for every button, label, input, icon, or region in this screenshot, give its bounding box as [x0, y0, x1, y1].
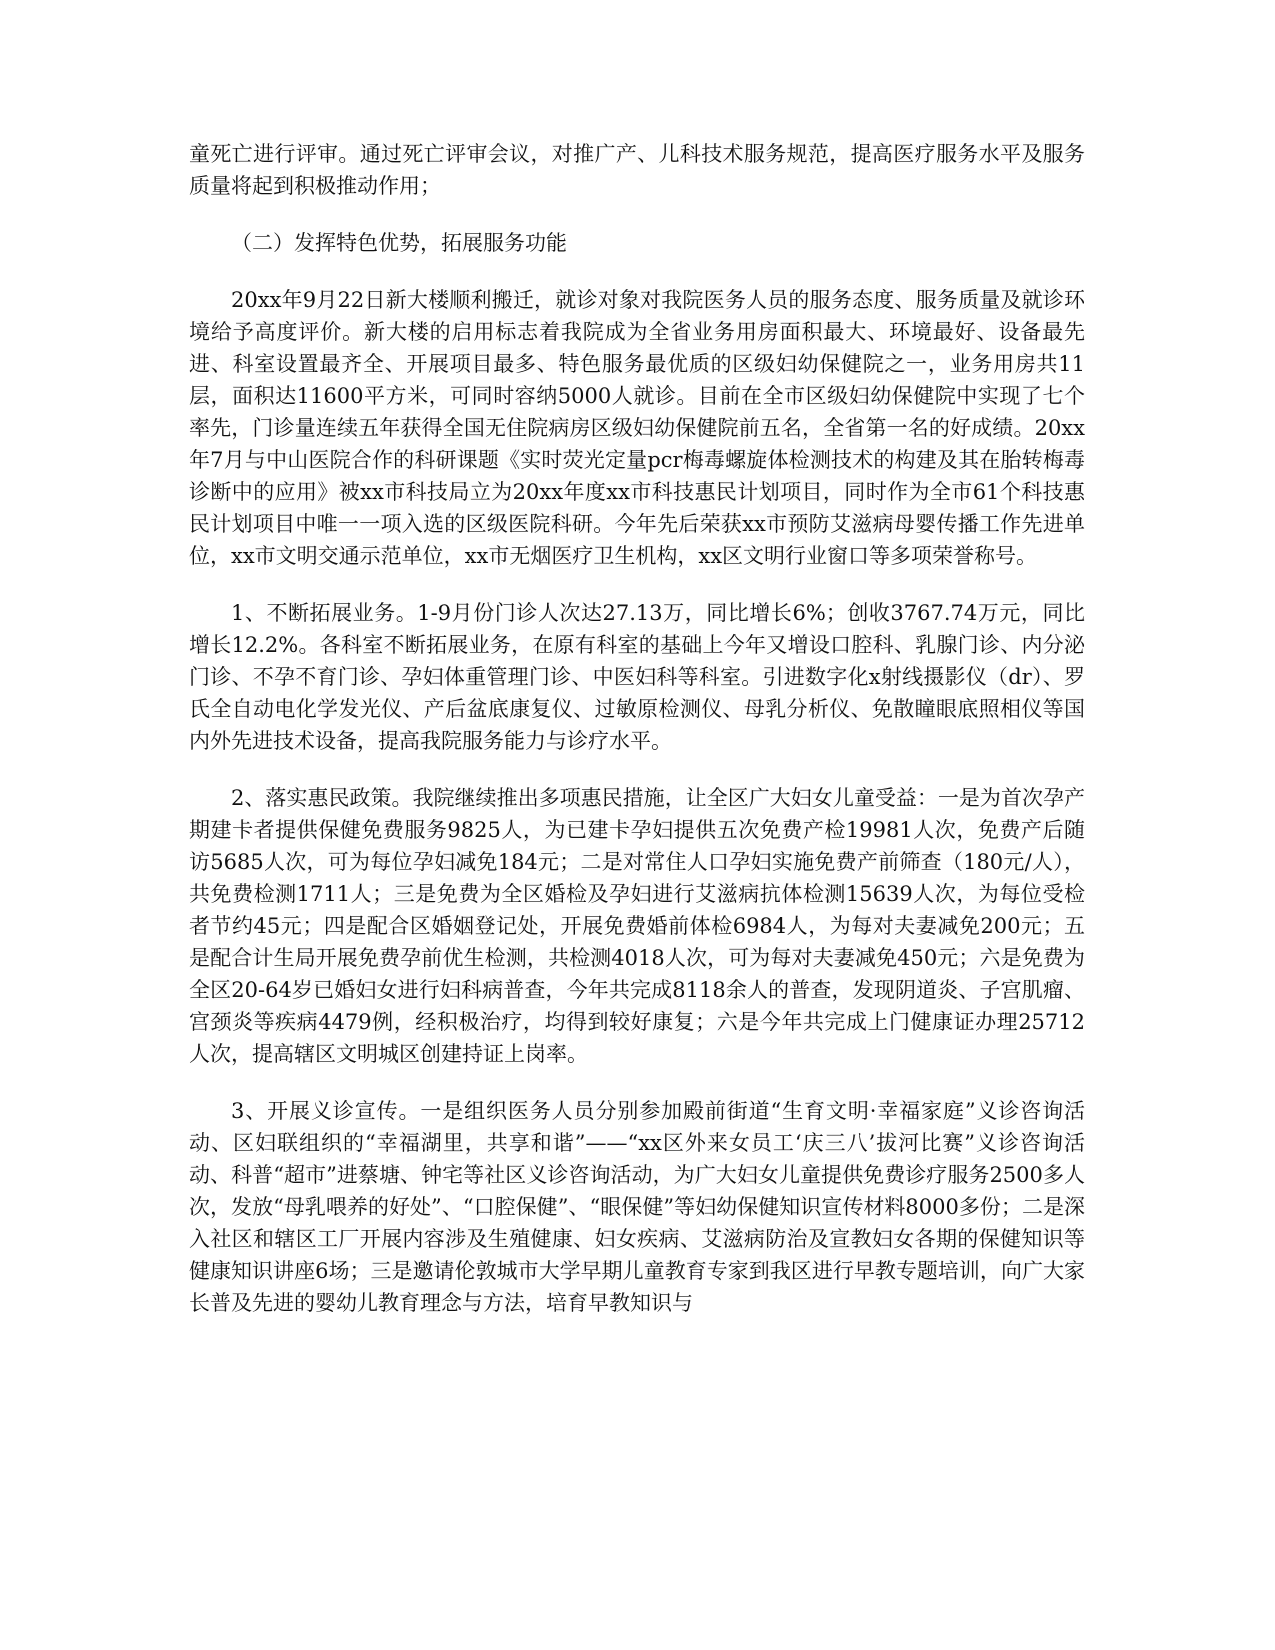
paragraph-expand-business: 1、不断拓展业务。1-9月份门诊人次达27.13万，同比增长6%；创收3767.74万元，同比增长12.2%。各科室不断拓展业务，在原有科室的基础上今年又增设口腔科、乳腺门诊、内分泌门诊、不孕不育门诊、孕妇体重管理门诊、中医妇科等科室。引进数字化x射线摄影仪（dr）、罗氏全自动电化学发光仪、产后盆底康复仪、过敏原检测仪、母乳分析仪、免散瞳眼底照相仪等国内外先进技术设备，提高我院服务能力与诊疗水平。: [189, 601, 1085, 753]
paragraph-benefit-policy: 2、落实惠民政策。我院继续推出多项惠民措施，让全区广大妇女儿童受益：一是为首次孕产期建卡者提供保健免费服务9825人，为已建卡孕妇提供五次免费产检19981人次，免费产后随访5685人次，可为每位孕妇减免184元；二是对常住人口孕妇实施免费产前筛查（180元/人），共免费检测1711人；三是免费为全区婚检及孕妇进行艾滋病抗体检测15639人次，为每位受检者节约45元；四是配合区婚姻登记处，开展免费婚前体检6984人，为每对夫妻减免200元；五是配合计生局开展免费孕前优生检测，共检测4018人次，可为每对夫妻减免450元；六是免费为全区20-64岁已婚妇女进行妇科病普查，今年共完成8118余人的普查，发现阴道炎、子宫肌瘤、宫颈炎等疾病4479例，经积极治疗，均得到较好康复；六是今年共完成上门健康证办理25712人次，提高辖区文明城区创建持证上岗率。: [189, 786, 1085, 1066]
section-heading: （二）发挥特色优势，拓展服务功能: [231, 231, 567, 255]
paragraph-free-clinic: 3、开展义诊宣传。一是组织医务人员分别参加殿前街道“生育文明·幸福家庭”义诊咨询活动、区妇联组织的“幸福湖里，共享和谐”——“xx区外来女员工‘庆三八’拔河比赛”义诊咨询活动、科普“超市”进蔡塘、钟宅等社区义诊咨询活动，为广大妇女儿童提供免费诊疗服务2500多人次，发放“母乳喂养的好处”、“口腔保健”、“眼保健”等妇幼保健知识宣传材料8000多份；二是深入社区和辖区工厂开展内容涉及生殖健康、妇女疾病、艾滋病防治及宣教妇女各期的保健知识等健康知识讲座6场；三是邀请伦敦城市大学早期儿童教育专家到我区进行早教专题培训，向广大家长普及先进的婴幼儿教育理念与方法，培育早教知识与: [189, 1099, 1085, 1315]
document-body: [189, 138, 1085, 1344]
paragraph-continuation: 童死亡进行评审。通过死亡评审会议，对推广产、儿科技术服务规范，提高医疗服务水平及服务质量将起到积极推动作用；: [189, 142, 1085, 198]
paragraph-new-building: 20xx年9月22日新大楼顺利搬迁，就诊对象对我院医务人员的服务态度、服务质量及就诊环境给予高度评价。新大楼的启用标志着我院成为全省业务用房面积最大、环境最好、设备最先进、科室设置最齐全、开展项目最多、特色服务最优质的区级妇幼保健院之一，业务用房共11层，面积达11600平方米，可同时容纳5000人就诊。目前在全市区级妇幼保健院中实现了七个率先，门诊量连续五年获得全国无住院病房区级妇幼保健院前五名，全省第一名的好成绩。20xx年7月与中山医院合作的科研课题《实时荧光定量pcr梅毒螺旋体检测技术的构建及其在胎转梅毒诊断中的应用》被xx市科技局立为20xx年度xx市科技惠民计划项目，同时作为全市61个科技惠民计划项目中唯一一项入选的区级医院科研。今年先后荣获xx市预防艾滋病母婴传播工作先进单位，xx市文明交通示范单位，xx市无烟医疗卫生机构，xx区文明行业窗口等多项荣誉称号。: [189, 288, 1085, 568]
